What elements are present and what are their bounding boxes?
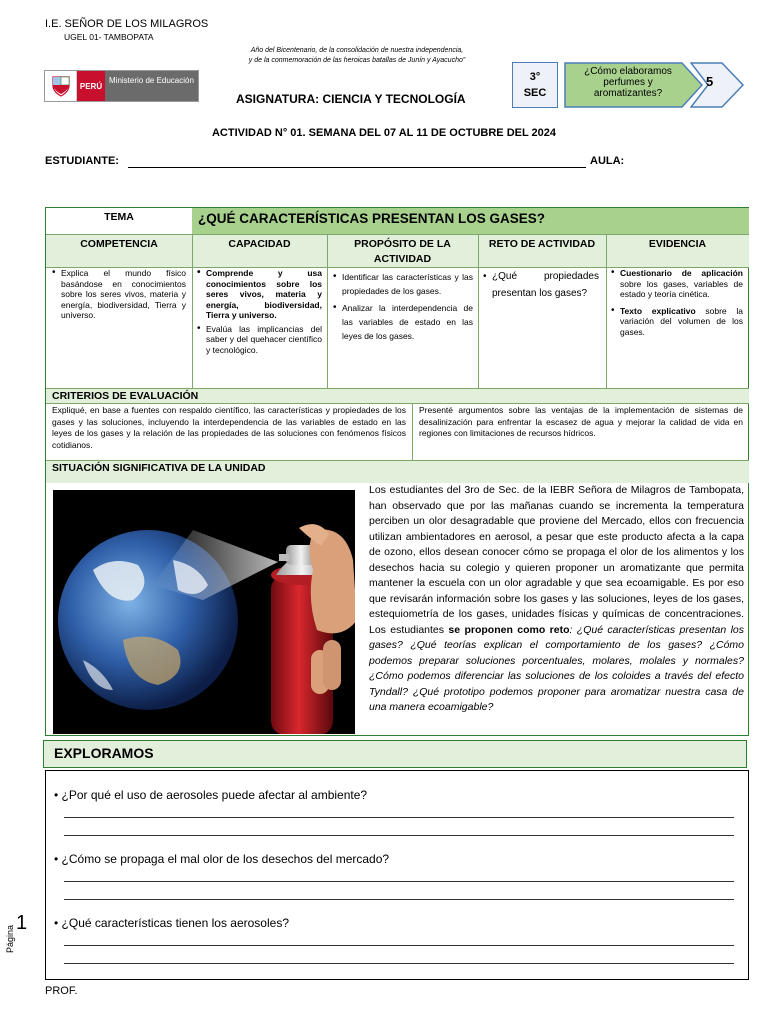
year-motto-line2: y de la conmemoración de las heroicas batallas de Junín y Ayacucho” bbox=[248, 57, 466, 64]
criterio-1: Expliqué, en base a fuentes con respaldo científico, las características y propiedades de los gases y las soluciones, incluyendo la interdependencia de las variables de estado en las leyes de los gases y la relación de las propiedades de las soluciones con fenómenos físicos cotidianos. bbox=[52, 405, 406, 450]
tema-title: ¿QUÉ CARACTERÍSTICAS PRESENTAN LOS GASES? bbox=[192, 208, 749, 234]
situacion-text bbox=[369, 483, 744, 716]
student-name-line[interactable] bbox=[128, 167, 586, 168]
activity-table bbox=[45, 207, 749, 483]
header-evidencia: EVIDENCIA bbox=[648, 238, 707, 250]
page-number: 1 bbox=[16, 912, 28, 934]
proposito-cell bbox=[333, 270, 473, 346]
evidencia-item bbox=[611, 306, 743, 338]
question-text: ¿Por qué el uso de aerosoles puede afectar al ambiente? bbox=[61, 788, 368, 802]
ministerio-label: Ministerio de Educación bbox=[105, 71, 198, 101]
question-1: • ¿Por qué el uso de aerosoles puede afectar al ambiente? bbox=[54, 788, 368, 802]
header-competencia: COMPETENCIA bbox=[80, 238, 158, 250]
criterios-header: CRITERIOS DE EVALUACIÓN bbox=[46, 388, 749, 404]
evidencia-rest: sobre los gases, variables de estado y teoría cinética. bbox=[620, 278, 743, 299]
evidencia-bold: Texto explicativo bbox=[620, 305, 696, 316]
question-text: ¿Qué características tienen los aerosoles? bbox=[61, 916, 289, 930]
question-3: • ¿Qué características tienen los aerosoles? bbox=[54, 916, 289, 930]
school-name: I.E. SEÑOR DE LOS MILAGROS bbox=[45, 18, 209, 30]
capacidad-item: • Evalúa las implicancias del saber y del quehacer científico y tecnológico. bbox=[197, 324, 322, 356]
header-capacidad: CAPACIDAD bbox=[228, 238, 291, 250]
evidencia-cell bbox=[611, 268, 743, 340]
capacidad-cell bbox=[197, 268, 322, 358]
criterio-2: Presenté argumentos sobre las ventajas de la implementación de sistemas de desalinización para enfrentar la escasez de agua y mejorar la calidad de vida en regiones con limitaciones de recursos hídricos. bbox=[419, 405, 743, 438]
column-divider bbox=[192, 234, 193, 388]
situacion-paragraph: Los estudiantes del 3ro de Sec. de la IEBR Señora de Milagros de Tambopata, han observado que por las mañanas cuando se incrementa la temperatura perciben un olor desagradable que proviene del Mercado, ellos con frecuencia utilizan ambientadores en aerosol, a pesar que este producto afecta a la capa de ozono, ellos desean conocer cómo se propaga el olor de los alimentos y los desechos hacia su colegio y quieren proponer un aromatizante que permita mantener la escuela con un olor agradable y que sea ecoamigable. Es por eso que revisarán información sobre los gases y las soluciones, leyes de los gases, estequiometría de los gases, unidades físicas y químicas de concentraciones. Los estudiantes bbox=[369, 484, 744, 636]
minedu-logo bbox=[44, 70, 199, 102]
aerosol-earth-image bbox=[53, 490, 355, 734]
coat-of-arms-icon bbox=[45, 71, 77, 101]
grade-level: SEC bbox=[523, 87, 547, 99]
questions-box bbox=[45, 770, 749, 980]
page-number-vertical bbox=[5, 912, 34, 970]
situacion-questions: : ¿Qué características presentan los gases? ¿Qué teorías explican el comportamiento de los gases? ¿Cómo podemos preparar soluciones porcentuales, molares, molales y normales? ¿Cómo podemos diferenciar las soluciones de los coloides a través del efecto Tyndall? ¿Qué prototipo podemos proponer para aromatizar nuestra casa de una manera ecoamigable? bbox=[369, 623, 745, 713]
competencia-text: • Explica el mundo físico basándose en conocimientos sobre los seres vivos, materia y energía, biodiversidad, Tierra y universo. bbox=[52, 268, 186, 321]
answer-line[interactable] bbox=[64, 835, 734, 836]
column-divider bbox=[327, 234, 328, 388]
situacion-header: SITUACIÓN SIGNIFICATIVA DE LA UNIDAD bbox=[46, 460, 749, 483]
unit-topic-text: ¿Cómo elaboramos perfumes y aromatizantes? bbox=[584, 66, 672, 99]
grade-number: 3° bbox=[529, 71, 541, 83]
proposito-item: • Analizar la interdependencia de las variables de estado en las leyes de los gases. bbox=[333, 301, 473, 343]
answer-line[interactable] bbox=[64, 817, 734, 818]
table-header-row bbox=[46, 234, 749, 268]
column-divider bbox=[478, 234, 479, 388]
grade-box bbox=[512, 62, 558, 108]
exploramos-header: EXPLORAMOS bbox=[43, 740, 747, 768]
evidencia-rest: sobre la variación del volumen de los gases. bbox=[620, 305, 743, 337]
teacher-label: PROF. bbox=[45, 985, 78, 997]
tema-label: TEMA bbox=[104, 211, 134, 223]
reto-cell bbox=[483, 268, 599, 305]
evidencia-item bbox=[611, 268, 743, 300]
answer-line[interactable] bbox=[64, 945, 734, 946]
ugel-label: UGEL 01- TAMBOPATA bbox=[64, 32, 154, 42]
answer-line[interactable] bbox=[64, 963, 734, 964]
pagina-label: Página bbox=[5, 924, 16, 954]
situacion-section bbox=[45, 483, 749, 736]
header-proposito: PROPÓSITO DE LA ACTIVIDAD bbox=[354, 238, 451, 265]
unit-number-arrow bbox=[690, 62, 745, 108]
peru-label: PERÚ bbox=[77, 71, 105, 101]
activity-title: ACTIVIDAD N° 01. SEMANA DEL 07 AL 11 DE OCTUBRE DEL 2024 bbox=[211, 127, 557, 139]
proposito-item: • Identificar las características y las propiedades de los gases. bbox=[333, 270, 473, 298]
situacion-reto-bold: se proponen como reto bbox=[448, 623, 570, 636]
answer-line[interactable] bbox=[64, 881, 734, 882]
classroom-label: AULA: bbox=[590, 155, 625, 167]
reto-text: • ¿Qué propiedades presentan los gases? bbox=[483, 268, 599, 302]
year-motto bbox=[222, 46, 492, 66]
unit-topic-arrow bbox=[564, 62, 704, 108]
evidencia-bold: Cuestionario de aplicación bbox=[620, 268, 743, 278]
answer-line[interactable] bbox=[64, 899, 734, 900]
year-motto-line1: Año del Bicentenario, de la consolidación de nuestra independencia, bbox=[250, 47, 464, 54]
header-reto: RETO DE ACTIVIDAD bbox=[488, 238, 596, 250]
capacidad-item: • Comprende y usa conocimientos sobre los seres vivos, materia y energía, biodiversidad, Tierra y universo. bbox=[197, 268, 322, 321]
competencia-cell bbox=[52, 268, 186, 324]
question-2: • ¿Cómo se propaga el mal olor de los desechos del mercado? bbox=[54, 852, 390, 866]
student-label: ESTUDIANTE: bbox=[45, 155, 119, 167]
unit-number: 5 bbox=[706, 74, 714, 89]
column-divider bbox=[606, 234, 607, 388]
subject-title: ASIGNATURA: CIENCIA Y TECNOLOGÍA bbox=[236, 92, 466, 106]
question-text: ¿Cómo se propaga el mal olor de los desechos del mercado? bbox=[61, 852, 390, 866]
